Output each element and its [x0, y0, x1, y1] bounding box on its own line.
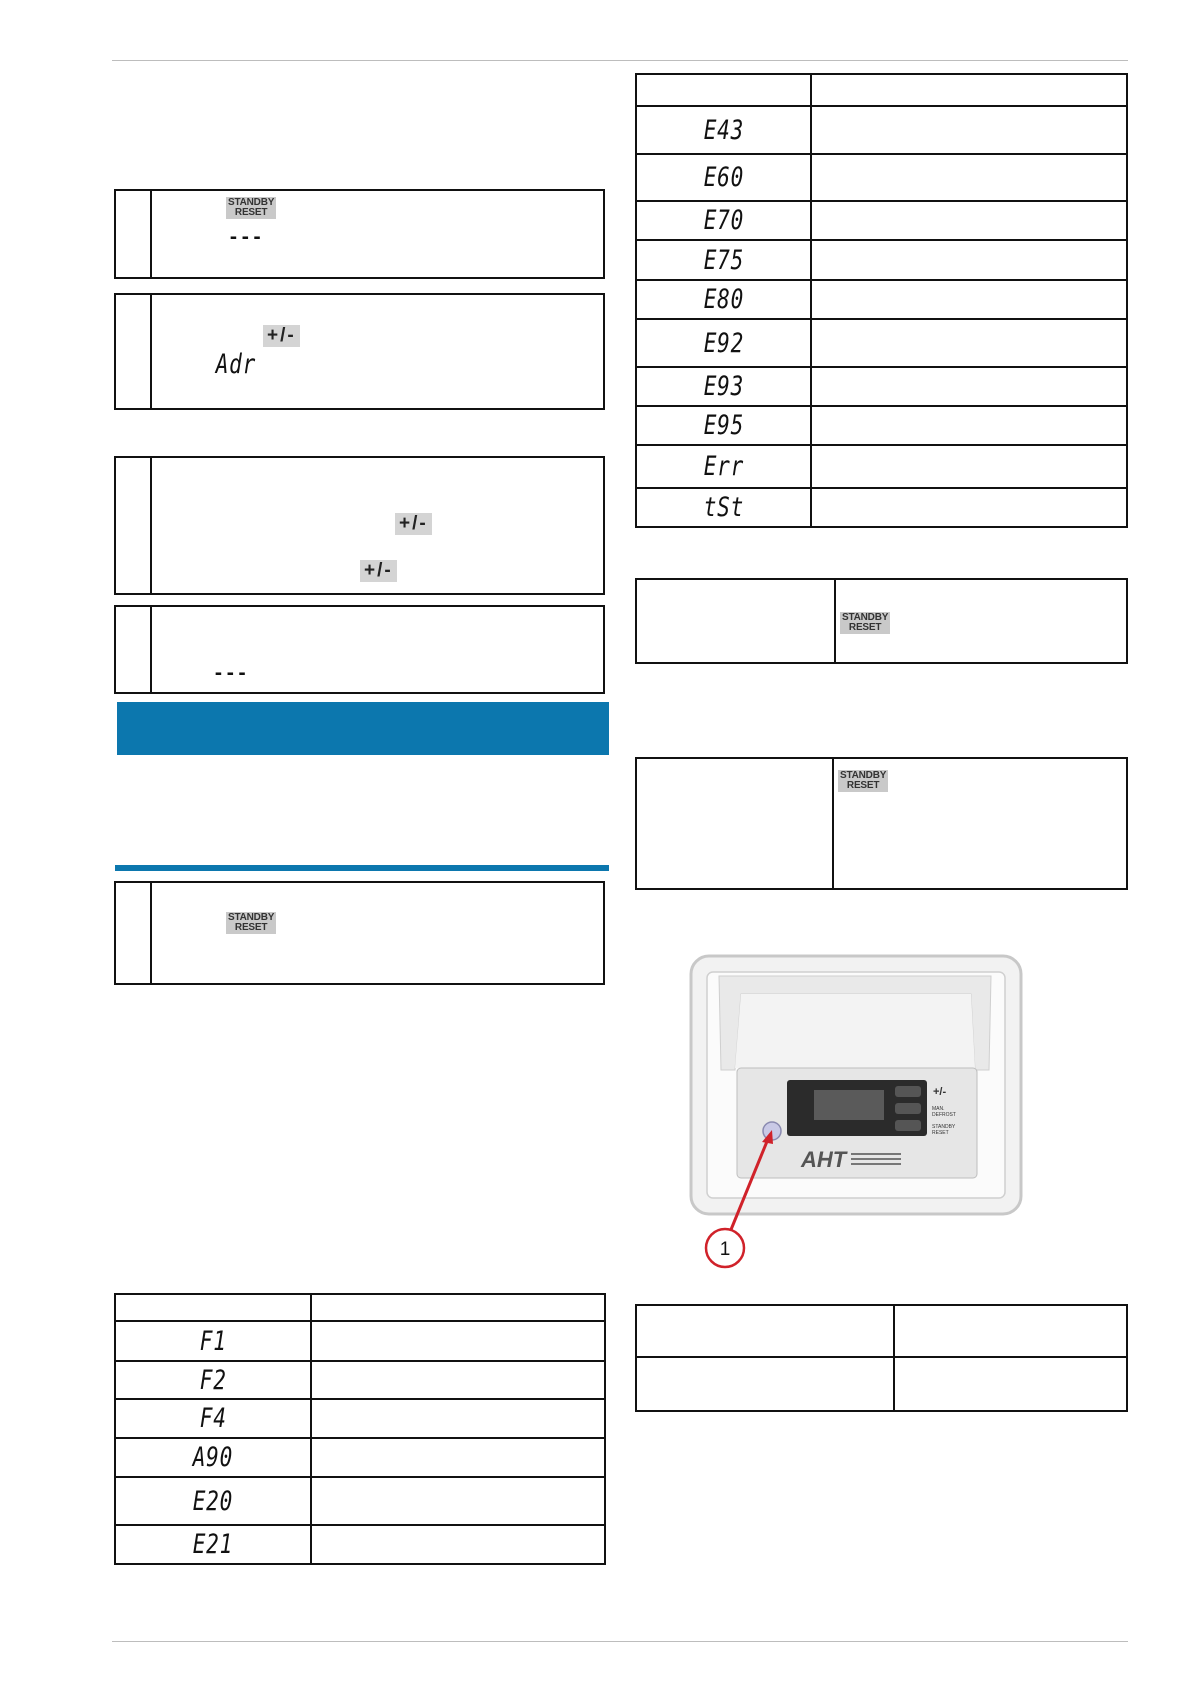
- table-row: [636, 1305, 1127, 1357]
- step-box-4: [114, 605, 605, 694]
- step-number-cell: [116, 883, 152, 983]
- figure-man-label: MAN.: [932, 1106, 945, 1112]
- controller-panel-figure: [655, 950, 1035, 1270]
- table-row: [636, 201, 1127, 240]
- fault-code: E93: [703, 371, 744, 402]
- standby-reset-key-icon: STANDBY RESET: [228, 197, 275, 218]
- fault-code: E43: [703, 114, 744, 146]
- header-rule: [112, 60, 1128, 61]
- fault-code-table-right: [635, 73, 1128, 528]
- step-number-cell: [116, 458, 152, 593]
- table-row: [115, 1525, 605, 1564]
- fault-code: A90: [192, 1442, 234, 1473]
- info-box-divider: [834, 580, 836, 662]
- table-row: [115, 1438, 605, 1477]
- brand-logo: AHT: [801, 1147, 847, 1172]
- step-number-cell: [116, 191, 152, 277]
- info-box-b: [635, 757, 1128, 890]
- step-box-1: [114, 189, 605, 279]
- table-row: [636, 1357, 1127, 1411]
- table-row: [636, 445, 1127, 488]
- table-row: [636, 367, 1127, 406]
- plus-minus-key-icon: +/-: [360, 560, 397, 582]
- step-box-3: [114, 456, 605, 595]
- display-dashes: ---: [228, 227, 264, 248]
- step-number-cell: [116, 295, 152, 408]
- table-header-row: [115, 1294, 605, 1321]
- figure-plus-minus-label: +/-: [933, 1086, 947, 1098]
- table-row: [115, 1477, 605, 1525]
- standby-reset-key-icon: STANDBY RESET: [842, 612, 889, 633]
- fault-code: F2: [199, 1364, 227, 1396]
- table-row: [115, 1321, 605, 1361]
- section-header-bar: [117, 702, 609, 755]
- fault-code: E75: [703, 244, 744, 276]
- fault-code: tSt: [703, 492, 744, 523]
- figure-reset-label: RESET: [932, 1130, 949, 1136]
- figure-standby-label: STANDBY: [932, 1124, 956, 1130]
- figure-defrost-label: DEFROST: [932, 1112, 956, 1118]
- fault-code: F4: [199, 1403, 227, 1434]
- table-row: [636, 319, 1127, 367]
- info-box-divider: [832, 759, 834, 888]
- plus-minus-key-icon: +/-: [395, 513, 432, 535]
- display-dashes: ---: [213, 663, 249, 684]
- fault-code: E92: [703, 327, 744, 359]
- table-row: [636, 406, 1127, 445]
- step-box-2: [114, 293, 605, 410]
- footer-rule: [112, 1641, 1128, 1642]
- fault-code: E20: [192, 1485, 234, 1517]
- standby-reset-key-icon: STANDBY RESET: [840, 770, 887, 791]
- fault-code: E60: [703, 162, 744, 193]
- table-row: [636, 240, 1127, 280]
- table-row: [636, 280, 1127, 319]
- subsection-rule: [115, 865, 609, 871]
- fault-code-table-left: [114, 1293, 606, 1565]
- bottom-right-table: [635, 1304, 1128, 1412]
- standby-reset-key-icon: STANDBY RESET: [228, 912, 275, 933]
- fault-code: Err: [703, 451, 744, 482]
- fault-code: E70: [703, 205, 744, 236]
- fault-code: F1: [199, 1325, 227, 1357]
- display-adr: Adr: [215, 349, 257, 380]
- plus-minus-key-icon: +/-: [263, 325, 300, 347]
- info-box-a: [635, 578, 1128, 664]
- callout-number: 1: [719, 1239, 731, 1260]
- fault-code: E95: [703, 410, 744, 441]
- step-box-5: [114, 881, 605, 985]
- table-row: [636, 488, 1127, 527]
- table-row: [636, 106, 1127, 154]
- fault-code: E80: [703, 284, 744, 315]
- table-row: [115, 1399, 605, 1438]
- fault-code: E21: [192, 1529, 234, 1560]
- step-number-cell: [116, 607, 152, 692]
- table-header-row: [636, 74, 1127, 106]
- table-row: [636, 154, 1127, 201]
- table-row: [115, 1361, 605, 1399]
